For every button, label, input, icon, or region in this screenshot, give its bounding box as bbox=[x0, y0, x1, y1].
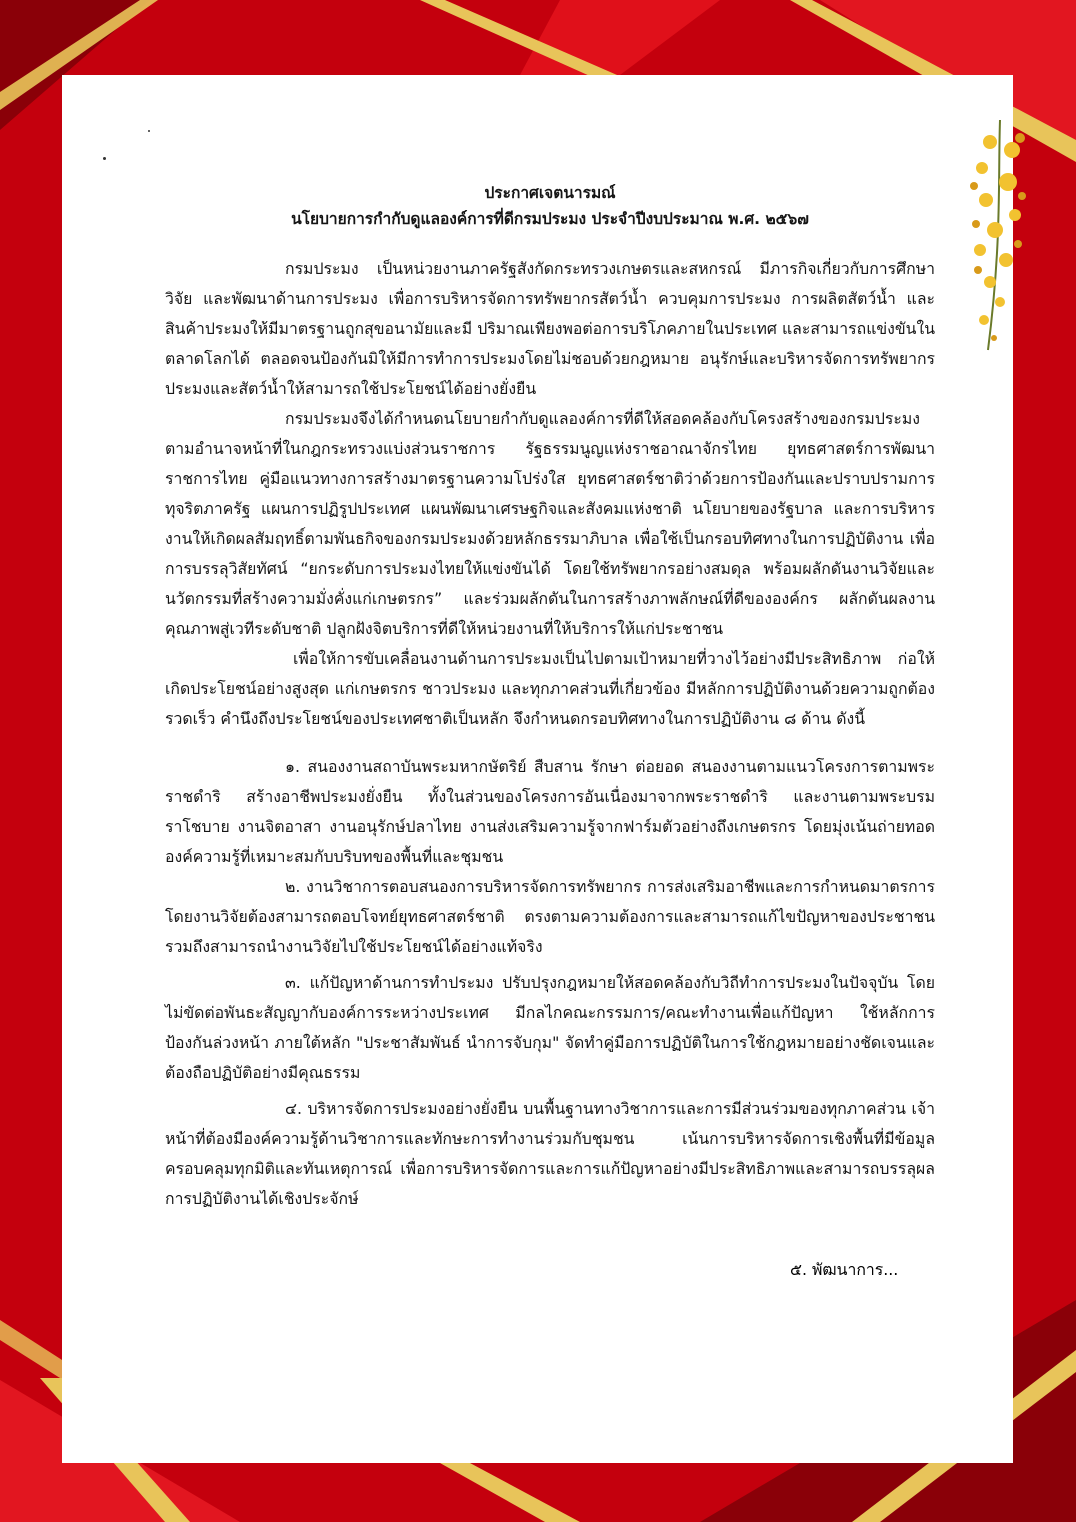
policy-item-2: ๒. งานวิชาการตอบสนองการบริหารจัดการทรัพยากร การส่งเสริมอาชีพและการกำหนดมาตรการ โดยงานวิจัยต้องสามารถตอบโจทย์ยุทธศาสตร์ชาติ ตรงตามความต้องการและสามารถแก้ไขปัญหาของประชาชน รวมถึงสามารถนำงานวิจัยไปใช้ประโยชน์ได้อย่างแท้จริง bbox=[165, 877, 935, 956]
announcement-body bbox=[165, 180, 935, 1214]
paragraph-framework: เพื่อให้การขับเคลื่อนงานด้านการประมงเป็นไปตามเป้าหมายที่วางไว้อย่างมีประสิทธิภาพ ก่อให้เกิดประโยชน์อย่างสูงสุด แก่เกษตรกร ชาวประมง และทุกภาคส่วนที่เกี่ยวข้อง มีหลักการปฏิบัติงานด้วยความถูกต้อง รวดเร็ว คำนึงถึงประโยชน์ของประเทศชาติเป็นหลัก จึงกำหนดกรอบทิศทางในการปฏิบัติงาน ๘ ด้าน ดังนี้ bbox=[165, 649, 935, 728]
policy-item-1: ๑. สนองงานสถาบันพระมหากษัตริย์ สืบสาน รักษา ต่อยอด สนองงานตามแนวโครงการตามพระราชดำริ สร้างอาชีพประมงยั่งยืน ทั้งในส่วนของโครงการอันเนื่องมาจากพระราชดำริ และงานตามพระบรมราโชบาย งานจิตอาสา งานอนุรักษ์ปลาไทย งานส่งเสริมความรู้จากฟาร์มตัวอย่างถึงเกษตรกร โดยมุ่งเน้นถ่ายทอดองค์ความรู้ที่เหมาะสมกับบริบทของพื้นที่และชุมชน bbox=[165, 757, 935, 866]
policy-item-4: ๔. บริหารจัดการประมงอย่างยั่งยืน บนพื้นฐานทางวิชาการและการมีส่วนร่วมของทุกภาคส่วน เจ้าหน้าที่ต้องมีองค์ความรู้ด้านวิชาการและทักษะการทำงานร่วมกับชุมชน เน้นการบริหารจัดการเชิงพื้นที่มีข้อมูลครอบคลุมทุกมิติและทันเหตุการณ์ เพื่อการบริหารจัดการและการแก้ปัญหาอย่างมีประสิทธิภาพและสามารถบรรลุผลการปฏิบัติงานได้เชิงประจักษ์ bbox=[165, 1099, 935, 1208]
policy-item-3: ๓. แก้ปัญหาด้านการทำประมง ปรับปรุงกฎหมายให้สอดคล้องกับวิถีทำการประมงในปัจจุบัน โดยไม่ขัดต่อพันธะสัญญากับองค์การระหว่างประเทศ มีกลไกคณะกรรมการ/คณะทำงานเพื่อแก้ปัญหา ใช้หลักการป้องกันล่วงหน้า ภายใต้หลัก "ประชาสัมพันธ์ นำการจับกุม" จัดทำคู่มือการปฏิบัติในการใช้กฎหมายอย่างชัดเจนและต้องถือปฏิบัติอย่างมีคุณธรรม bbox=[165, 973, 935, 1082]
paragraph-policy: กรมประมงจึงได้กำหนดนโยบายกำกับดูแลองค์การที่ดีให้สอดคล้องกับโครงสร้างของกรมประมงตามอำนาจหน้าที่ในกฎกระทรวงแบ่งส่วนราชการ รัฐธรรมนูญแห่งราชอาณาจักรไทย ยุทธศาสตร์การพัฒนาราชการไทย คู่มือแนวทางการสร้างมาตรฐานความโปร่งใส ยุทธศาสตร์ชาติว่าด้วยการป้องกันและปราบปรามการทุจริตภาครัฐ แผนการปฏิรูปประเทศ แผนพัฒนาเศรษฐกิจและสังคมแห่งชาติ นโยบายของรัฐบาล และการบริหารงานให้เกิดผลสัมฤทธิ์ตามพันธกิจของกรมประมงด้วยหลักธรรมาภิบาล เพื่อใช้เป็นกรอบทิศทางในการปฏิบัติงาน เพื่อการบรรลุวิสัยทัศน์ “ยกระดับการประมงไทยให้แข่งขันได้ โดยใช้ทรัพยากรอย่างสมดุล พร้อมผลักดันงานวิจัยและนวัตกรรมที่สร้างความมั่งคั่งแก่เกษตรกร” และร่วมผลักดันในการสร้างภาพลักษณ์ที่ดีขององค์กร ผลักดันผลงานคุณภาพสู่เวทีระดับชาติ ปลูกฝังจิตบริการที่ดีให้หน่วยงานที่ให้บริการให้แก่ประชาชน bbox=[165, 409, 935, 638]
document-title: ประกาศเจตนารมณ์ bbox=[484, 184, 616, 202]
stray-mark bbox=[148, 130, 150, 132]
stray-mark bbox=[103, 157, 106, 160]
document-subtitle: นโยบายการกำกับดูแลองค์การที่ดีกรมประมง ประจำปีงบประมาณ พ.ศ. ๒๕๖๗ bbox=[291, 210, 809, 228]
paragraph-intro: กรมประมง เป็นหน่วยงานภาครัฐสังกัดกระทรวงเกษตรและสหกรณ์ มีภารกิจเกี่ยวกับการศึกษา วิจัย และพัฒนาด้านการประมง เพื่อการบริหารจัดการทรัพยากรสัตว์น้ำ ควบคุมการประมง การผลิตสัตว์น้ำ และสินค้าประมงให้มีมาตรฐานถูกสุขอนามัยและมี ปริมาณเพียงพอต่อการบริโภคภายในประเทศ และสามารถแข่งขันในตลาดโลกได้ ตลอดจนป้องกันมิให้มีการทำการประมงโดยไม่ชอบด้วยกฎหมาย อนุรักษ์และบริหารจัดการทรัพยากรประมงและสัตว์น้ำให้สามารถใช้ประโยชน์ได้อย่างยั่งยืน bbox=[165, 259, 935, 398]
page-continuation: ๕. พัฒนาการ... bbox=[790, 1260, 899, 1279]
golden-shower-flower-icon bbox=[960, 120, 1040, 360]
